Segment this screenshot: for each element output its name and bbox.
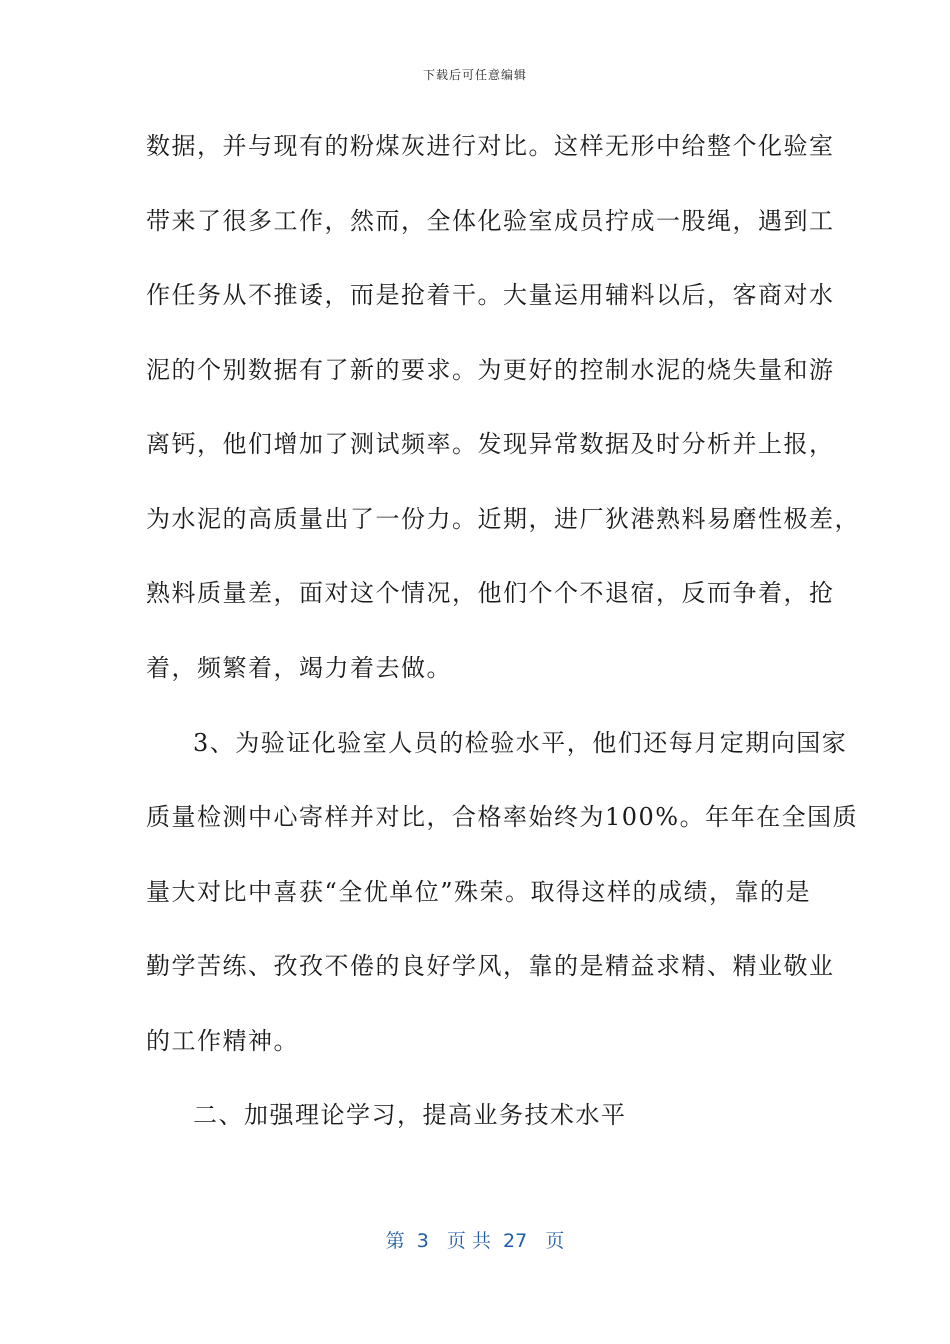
text-line: 质量检测中心寄样并对比，合格率始终为100%。年年在全国质: [146, 803, 859, 831]
text-line: 着，频繁着，竭力着去做。: [146, 654, 452, 682]
text-line: 量大对比中喜获“全优单位”殊荣。取得这样的成绩，靠的是: [146, 878, 812, 906]
page-header: 下载后可任意编辑: [422, 68, 527, 82]
text-line: 为水泥的高质量出了一份力。近期，进厂狄港熟料易磨性极差，: [146, 505, 860, 533]
text-line: 带来了很多工作，然而，全体化验室成员拧成一股绳，遇到工: [146, 207, 835, 235]
text-line: 泥的个别数据有了新的要求。为更好的控制水泥的烧失量和游: [146, 356, 835, 384]
text-line: 3、为验证化验室人员的检验水平，他们还每月定期向国家: [193, 729, 848, 757]
text-line: 离钙，他们增加了测试频率。发现异常数据及时分析并上报，: [146, 430, 835, 458]
text-line: 熟料质量差，面对这个情况，他们个个不退宿，反而争着，抢: [146, 579, 835, 607]
text-line: 的工作精神。: [146, 1027, 299, 1055]
text-line: 数据，并与现有的粉煤灰进行对比。这样无形中给整个化验室: [146, 132, 835, 160]
page-footer: 第 3 页 共 27 页: [385, 1230, 565, 1252]
text-line: 作任务从不推诿，而是抢着干。大量运用辅料以后，客商对水: [146, 281, 835, 309]
section-heading: 二、加强理论学习，提高业务技术水平: [193, 1101, 627, 1129]
text-line: 勤学苦练、孜孜不倦的良好学风，靠的是精益求精、精业敬业: [146, 952, 835, 980]
